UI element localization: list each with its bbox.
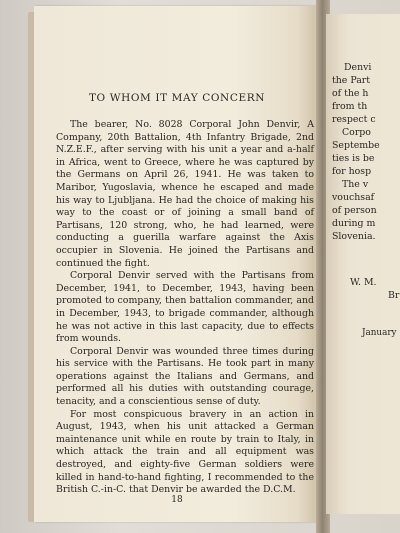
- right-page-line: The v: [342, 179, 369, 190]
- right-page-line: January: [362, 328, 397, 338]
- right-page: [326, 14, 400, 514]
- right-page-line: of person: [332, 205, 377, 216]
- right-page-line: for hosp: [332, 166, 372, 177]
- left-page: [34, 6, 320, 522]
- right-page-line: of the h: [332, 88, 369, 99]
- right-page-line: ties is be: [332, 153, 375, 164]
- paragraph: The bearer, No. 8028 Corporal John Denvir, A Company, 20th Battalion, 4th Infantry Brigade, 2nd N.Z.E.F., after serving with his unit a year and a-half in Africa, went to Greece, where he was captured by the Germans on April 26, 1941. He was taken to Maribor, Yugoslavia, whence he escaped and made his way to Ljubljana. He had the choice of making his way to the coast or of joining a small band of Partisans, 120 strong, who, he had learned, were conducting a guerilla warfare against the Axis occupier in Slovenia. He joined the Partisans and continued the fight.: [56, 119, 314, 269]
- body-text: [56, 119, 314, 497]
- right-page-line: the Part: [332, 75, 371, 86]
- right-page-line: respect c: [332, 114, 376, 125]
- page-number: 18: [171, 495, 183, 505]
- paragraph: Corporal Denvir was wounded three times during his service with the Partisans. He took part in many operations against the Italians and Germans, and performed all his duties with outstanding courage, tenacity, and a conscientious sense of duty.: [56, 345, 314, 408]
- paragraph: Corporal Denvir served with the Partisans from December, 1941, to December, 1943, having been promoted to company, then battalion commander, and in December, 1943, to brigade commander, although he was not active in this last capacity, due to effects from wounds.: [56, 270, 314, 345]
- paragraph: For most conspicuous bravery in an action in August, 1943, when his unit attacked a German maintenance unit while en route by train to Italy, in which attack the train and all equipment was destroyed, and eighty-five German soldiers were killed in hand-to-hand fighting, I recommended to the British C.-in-C. that Denvir be awarded the D.C.M.: [56, 408, 314, 496]
- right-page-line: Septembe: [332, 140, 380, 151]
- page-heading: TO WHOM IT MAY CONCERN: [88, 92, 266, 104]
- right-page-line: Slovenia.: [332, 231, 376, 242]
- right-page-line: Corpo: [342, 127, 371, 138]
- right-page-line: W. M.: [350, 277, 377, 288]
- right-page-line: Denvi: [344, 62, 372, 73]
- right-page-line: from th: [332, 101, 368, 112]
- right-page-line: during m: [332, 218, 376, 229]
- right-page-line: vouchsaf: [332, 192, 375, 203]
- right-page-line: Br: [388, 290, 400, 301]
